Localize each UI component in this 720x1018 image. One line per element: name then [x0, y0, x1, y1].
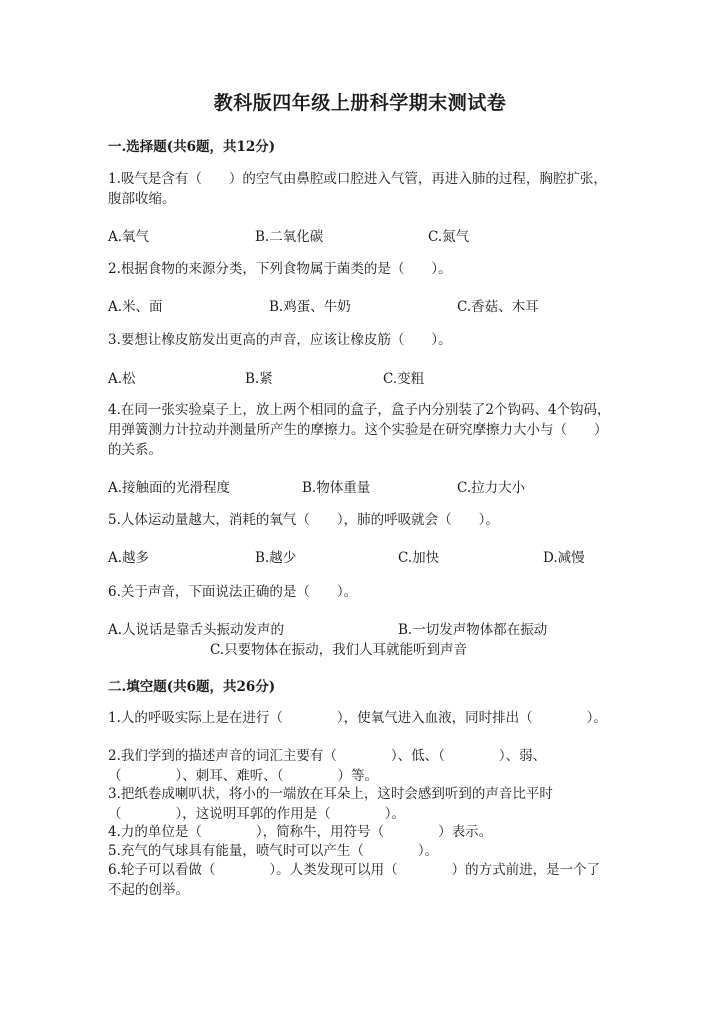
question-2-option-c: C.香菇、木耳 [457, 299, 539, 315]
question-2-text: 2.根据食物的来源分类，下列食物属于菌类的是（ ）。 [108, 261, 452, 277]
fill-question-6: 6.轮子可以看做（ ）。人类发现可以用（ ）的方式前进，是一个了不起的创举。 [108, 862, 601, 898]
fill-question-5: 5.充气的气球具有能量，喷气时可以产生（ ）。 [108, 843, 439, 859]
fill-question-2: 2.我们学到的描述声音的词汇主要有（ ）、低、（ ）、弱、（ ）、刺耳、难听、（ ）等。 [108, 748, 547, 784]
question-2-option-b: B.鸡蛋、牛奶 [269, 299, 351, 315]
question-4-option-c: C.拉力大小 [457, 480, 526, 496]
question-6-option-a: A.人说话是靠舌头振动发声的 [108, 622, 285, 638]
question-1-text: 1.吸气是含有（ ）的空气由鼻腔或口腔进入气管，再进入肺的过程，胸腔扩张，腹部收缩。 [108, 171, 607, 207]
question-1-option-c: C.氮气 [428, 229, 470, 245]
question-3-option-a: A.松 [108, 371, 136, 387]
question-3-option-c: C.变粗 [383, 371, 425, 387]
question-4-option-a: A.接触面的光滑程度 [108, 480, 231, 496]
question-1-option-a: A.氧气 [108, 229, 150, 245]
question-1-option-b: B.二氧化碳 [255, 229, 324, 245]
question-2-option-a: A.米、面 [108, 299, 163, 315]
question-5-option-d: D.减慢 [543, 550, 585, 566]
question-5-option-c: C.加快 [398, 550, 440, 566]
question-5-option-a: A.越多 [108, 550, 150, 566]
question-6-text: 6.关于声音，下面说法正确的是（ ）。 [108, 584, 358, 600]
question-6-option-c: C.只要物体在振动，我们人耳就能听到声音 [210, 642, 468, 658]
question-3-option-b: B.紧 [245, 371, 273, 387]
fill-question-1: 1.人的呼吸实际上是在进行（ ），使氧气进入血液，同时排出（ ）。 [108, 710, 607, 726]
section-heading-fill: 二.填空题(共6题，共26分) [108, 679, 276, 695]
question-4-option-b: B.物体重量 [302, 480, 371, 496]
page-title: 教科版四年级上册科学期末测试卷 [213, 92, 507, 114]
question-5-option-b: B.越少 [255, 550, 297, 566]
fill-question-3: 3.把纸卷成喇叭状，将小的一端放在耳朵上，这时会感到听到的声音比平时（ ），这说明耳郭的作用是（ ）。 [108, 786, 553, 822]
question-6-option-b: B.一切发声物体都在振动 [398, 622, 548, 638]
section-heading-choice: 一.选择题(共6题，共12分) [108, 139, 276, 155]
fill-question-4: 4.力的单位是（ ），简称牛，用符号（ ）表示。 [108, 824, 493, 840]
question-5-text: 5.人体运动量越大，消耗的氧气（ ），肺的呼吸就会（ ）。 [108, 512, 499, 528]
question-3-text: 3.要想让橡皮筋发出更高的声音，应该让橡皮筋（ ）。 [108, 332, 452, 348]
question-4-text: 4.在同一张实验桌子上，放上两个相同的盒子，盒子内分别装了2个钩码、4个钩码，用弹簧测力计拉动并测量所产生的摩擦力。这个实验是在研究摩擦力大小与（ ）的关系。 [108, 402, 611, 458]
